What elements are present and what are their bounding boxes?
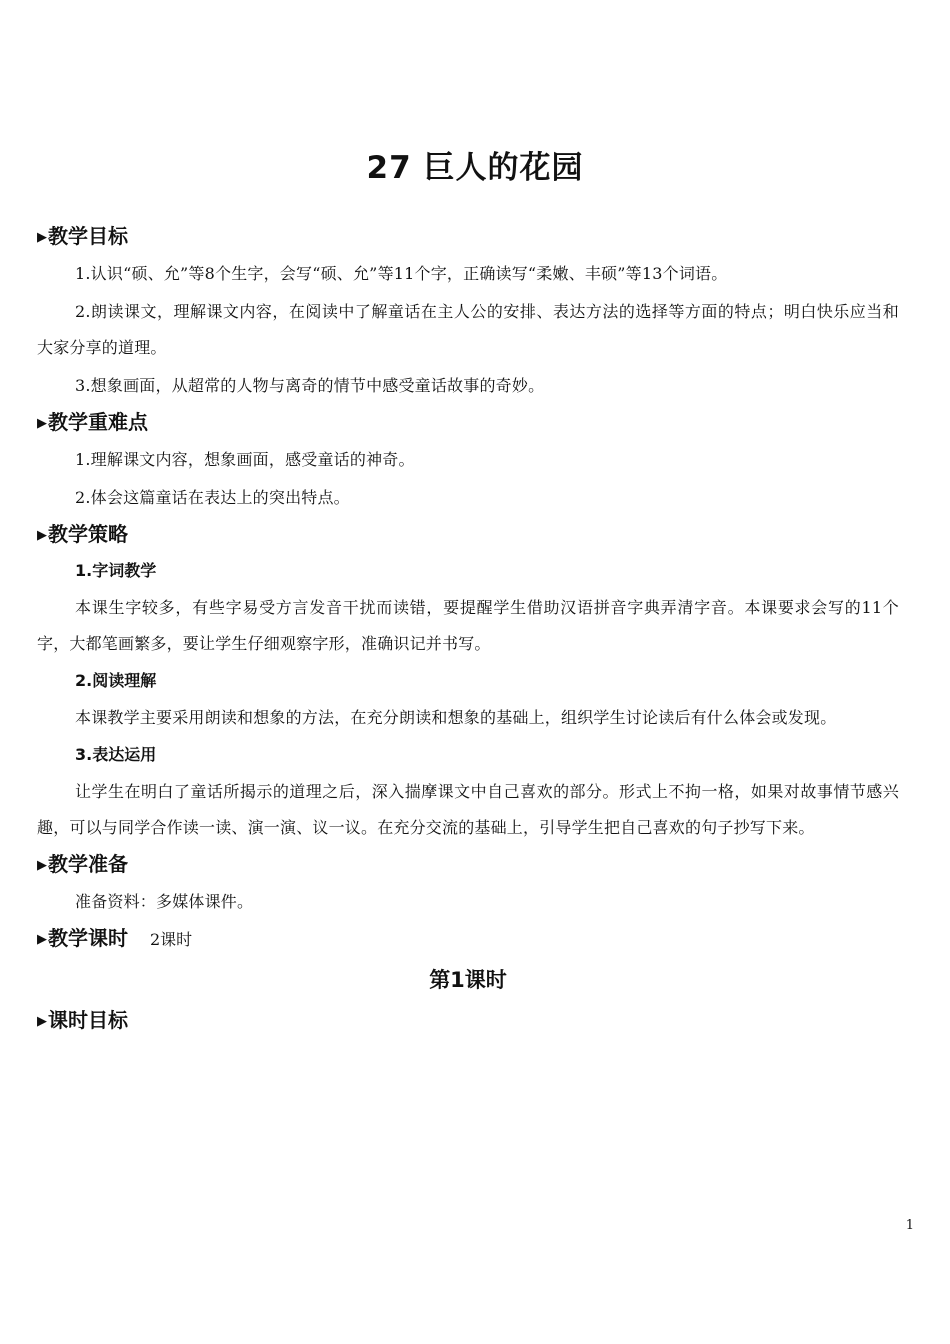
section-heading-preparation [37, 846, 899, 882]
section-heading-hours [37, 920, 899, 956]
key-point-item-2: 2.体会这篇童话在表达上的突出特点。 [75, 488, 350, 507]
strategy-sub-heading-3: 3.表达运用 [75, 745, 157, 764]
triangle-marker-icon: ▶ [37, 230, 47, 245]
section-heading-lesson-goals [37, 1002, 899, 1038]
section-heading-goals [37, 218, 899, 254]
triangle-marker-icon: ▶ [37, 932, 47, 947]
triangle-marker-icon: ▶ [37, 528, 47, 543]
section-title: 教学重难点 [48, 410, 148, 434]
document-title: 27 巨人的花园 [366, 150, 584, 186]
page-number: 1 [905, 1218, 914, 1233]
strategy-text-3: 让学生在明白了童话所揭示的道理之后，深入揣摩课文中自己喜欢的部分。形式上不拘一格，如果对故事情节感兴趣，可以与同学合作读一读、演一演、议一议。在充分交流的基础上，引导学生把自己喜欢的句子抄写下来。 [37, 782, 899, 837]
goal-item-1: 1.认识“硕、允”等8个生字，会写“硕、允”等11个字，正确读写“柔嫩、丰硕”等13个词语。 [75, 264, 728, 283]
goal-item-3: 3.想象画面，从超常的人物与离奇的情节中感受童话故事的奇妙。 [75, 376, 545, 395]
section-title: 教学策略 [48, 522, 128, 546]
triangle-marker-icon: ▶ [37, 858, 47, 873]
lesson-title: 第1课时 [429, 968, 507, 992]
strategy-sub-heading-1: 1.字词教学 [75, 561, 157, 580]
hours-value: 2课时 [150, 930, 193, 949]
goal-item-2: 2.朗读课文，理解课文内容，在阅读中了解童话在主人公的安排、表达方法的选择等方面的特点；明白快乐应当和大家分享的道理。 [37, 302, 899, 357]
strategy-text-1: 本课生字较多，有些字易受方言发音干扰而读错，要提醒学生借助汉语拼音字典弄清字音。本课要求会写的11个字，大都笔画繁多，要让学生仔细观察字形，准确识记并书写。 [37, 598, 899, 653]
section-title: 课时目标 [48, 1008, 128, 1032]
triangle-marker-icon: ▶ [37, 1014, 47, 1029]
key-point-item-1: 1.理解课文内容，想象画面，感受童话的神奇。 [75, 450, 415, 469]
document-body [37, 218, 899, 1038]
section-title: 教学准备 [48, 852, 128, 876]
section-title: 教学课时 [48, 926, 128, 950]
preparation-text: 准备资料：多媒体课件。 [75, 892, 254, 911]
triangle-marker-icon: ▶ [37, 416, 47, 431]
section-heading-strategy [37, 516, 899, 552]
section-title: 教学目标 [48, 224, 128, 248]
section-heading-key-points [37, 404, 899, 440]
strategy-sub-heading-2: 2.阅读理解 [75, 671, 157, 690]
strategy-text-2: 本课教学主要采用朗读和想象的方法，在充分朗读和想象的基础上，组织学生讨论读后有什么体会或发现。 [75, 708, 837, 727]
